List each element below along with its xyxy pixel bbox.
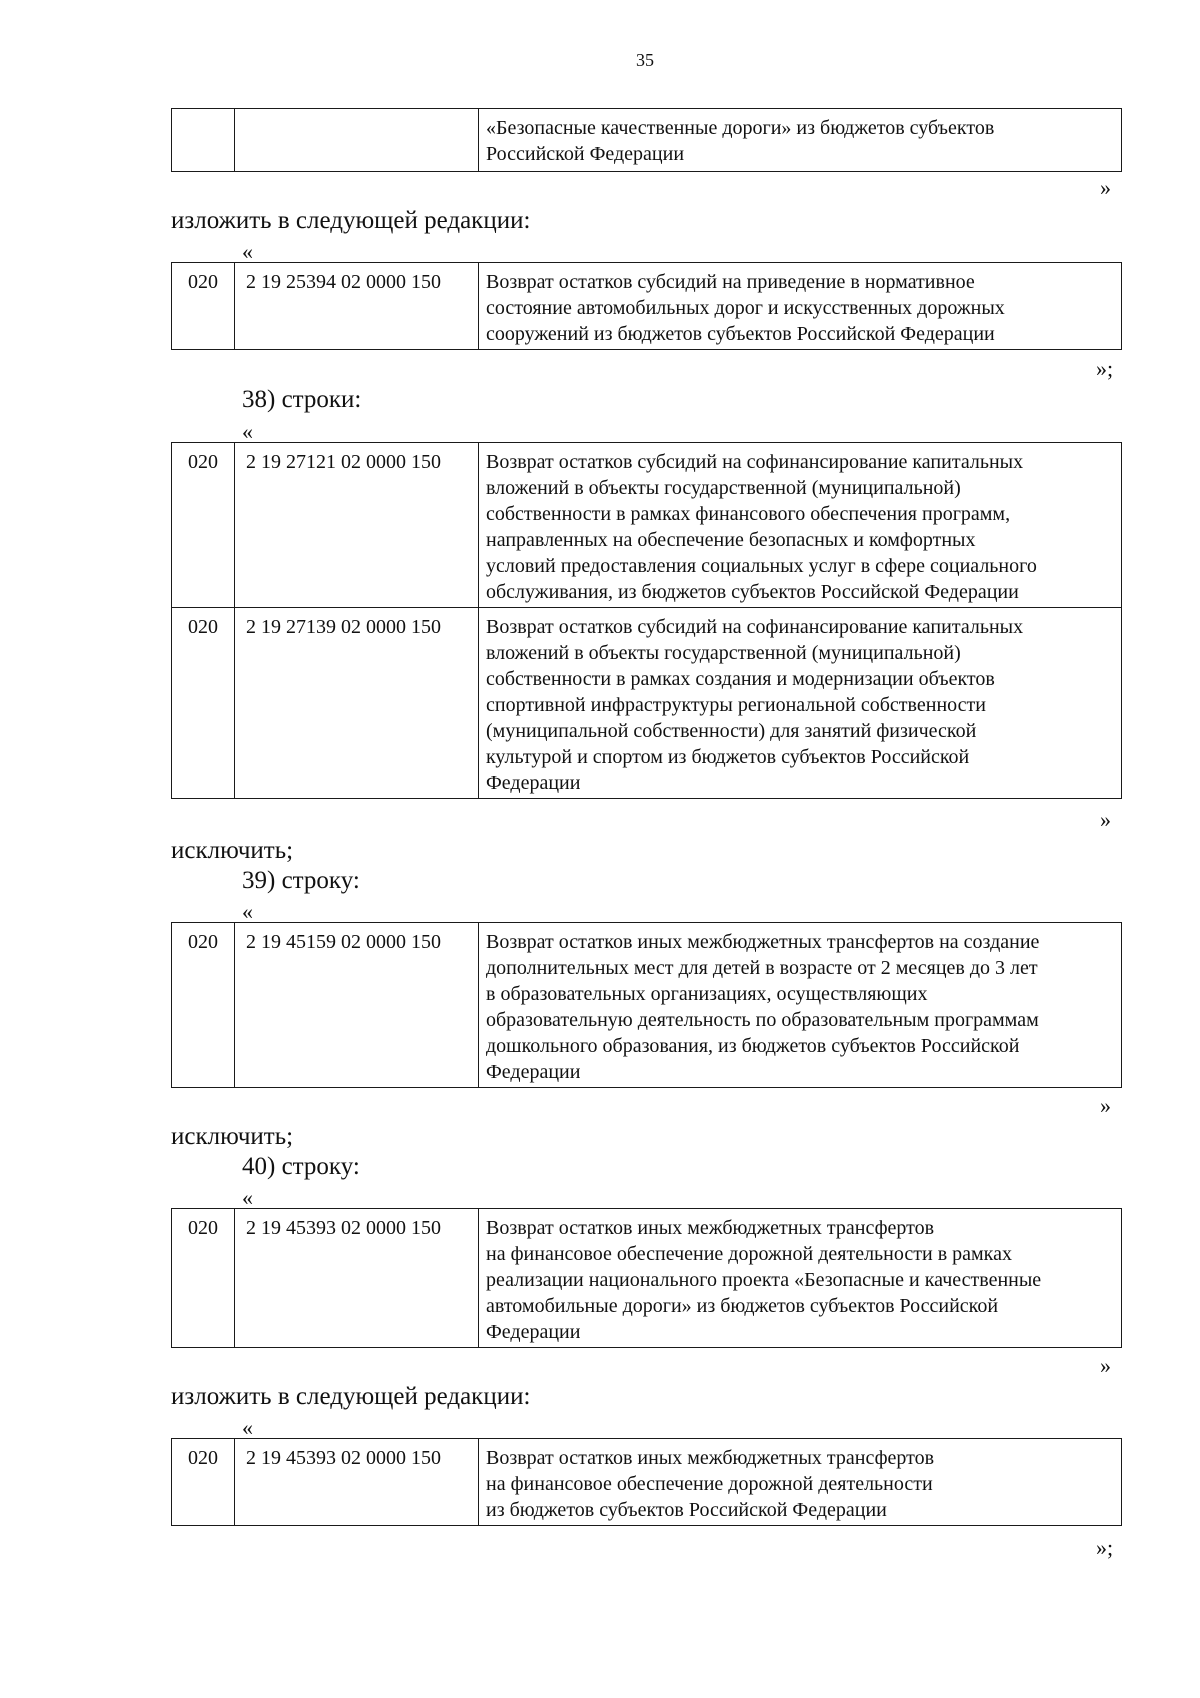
description-line: сооружений из бюджетов субъектов Российской Федерации	[486, 323, 995, 345]
description-line: собственности в рамках создания и модернизации объектов	[486, 668, 995, 690]
table-item-39	[171, 922, 1122, 1088]
description-line: Федерации	[486, 772, 581, 794]
description-line: Возврат остатков субсидий на софинансирование капитальных	[486, 616, 1024, 638]
description-line: спортивной инфраструктуры региональной собственности	[486, 694, 986, 716]
table-item-40-new-edition	[171, 1438, 1122, 1526]
instruction-redaction: изложить в следующей редакции:	[171, 207, 531, 234]
description-line: в образовательных организациях, осуществляющих	[486, 983, 928, 1005]
item-40-heading: 40) строку:	[242, 1153, 360, 1180]
item-39-heading: 39) строку:	[242, 867, 360, 894]
instruction-redaction: изложить в следующей редакции:	[171, 1383, 531, 1410]
cell-code-b: 2 19 45393 02 0000 150	[235, 1439, 479, 1526]
opening-quote: «	[242, 239, 253, 264]
description-line: культурой и спортом из бюджетов субъектов Российской	[486, 746, 970, 768]
description-line: (муниципальной собственности) для занятий физической	[486, 720, 977, 742]
description-line: Федерации	[486, 1321, 581, 1343]
description-line: из бюджетов субъектов Российской Федерации	[486, 1499, 887, 1521]
opening-quote: «	[242, 1415, 253, 1440]
table-row	[172, 1439, 1122, 1526]
description-line: Возврат остатков субсидий на софинансирование капитальных	[486, 451, 1024, 473]
closing-quote: »	[1100, 175, 1111, 200]
cell-description	[479, 923, 1122, 1088]
cell-code-a: 020	[172, 443, 235, 608]
cell-code-a: 020	[172, 263, 235, 350]
description-line: собственности в рамках финансового обеспечения программ,	[486, 503, 1011, 525]
closing-quote: »;	[1096, 356, 1114, 381]
description-line: на финансовое обеспечение дорожной деятельности в рамках	[486, 1243, 1012, 1265]
item-38-heading: 38) строки:	[242, 386, 362, 413]
instruction-exclude: исключить;	[171, 837, 294, 864]
table-item-40	[171, 1208, 1122, 1348]
cell-code-a: 020	[172, 923, 235, 1088]
cell-code-b: 2 19 25394 02 0000 150	[235, 263, 479, 350]
cell-description	[479, 109, 1122, 172]
cell-code-b: 2 19 27139 02 0000 150	[235, 608, 479, 799]
cell-code-a: 020	[172, 1209, 235, 1348]
description-line: «Безопасные качественные дороги» из бюджетов субъектов	[486, 117, 995, 139]
description-line: состояние автомобильных дорог и искусственных дорожных	[486, 297, 1005, 319]
description-line: Возврат остатков субсидий на приведение в нормативное	[486, 271, 975, 293]
description-line: дошкольного образования, из бюджетов субъектов Российской	[486, 1035, 1020, 1057]
closing-quote: »	[1100, 1353, 1111, 1378]
table-row	[172, 443, 1122, 608]
cell-description	[479, 443, 1122, 608]
closing-quote: »	[1100, 807, 1111, 832]
cell-description	[479, 1209, 1122, 1348]
closing-quote: »	[1100, 1093, 1111, 1118]
opening-quote: «	[242, 419, 253, 444]
table-top-fragment	[171, 108, 1122, 172]
table-new-edition-25394	[171, 262, 1122, 350]
description-line: вложений в объекты государственной (муниципальной)	[486, 642, 961, 664]
page-number: 35	[636, 50, 654, 70]
description-line: Возврат остатков иных межбюджетных трансфертов на создание	[486, 931, 1040, 953]
cell-code-b: 2 19 45393 02 0000 150	[235, 1209, 479, 1348]
description-line: направленных на обеспечение безопасных и комфортных	[486, 529, 976, 551]
description-line: автомобильные дороги» из бюджетов субъектов Российской	[486, 1295, 999, 1317]
table-row	[172, 1209, 1122, 1348]
opening-quote: «	[242, 1185, 253, 1210]
description-line: условий предоставления социальных услуг в сфере социального	[486, 555, 1037, 577]
description-line: Возврат остатков иных межбюджетных трансфертов	[486, 1447, 935, 1469]
opening-quote: «	[242, 899, 253, 924]
cell-description	[479, 263, 1122, 350]
cell-code-b: 2 19 27121 02 0000 150	[235, 443, 479, 608]
table-row	[172, 109, 1122, 172]
closing-quote: »;	[1096, 1535, 1114, 1560]
table-row	[172, 608, 1122, 799]
cell-description	[479, 1439, 1122, 1526]
cell-description	[479, 608, 1122, 799]
description-line: вложений в объекты государственной (муниципальной)	[486, 477, 961, 499]
description-line: образовательную деятельность по образовательным программам	[486, 1009, 1039, 1031]
description-line: Российской Федерации	[486, 143, 685, 165]
cell-code-b	[235, 109, 479, 172]
table-row	[172, 923, 1122, 1088]
description-line: обслуживания, из бюджетов субъектов Российской Федерации	[486, 581, 1019, 603]
description-line: реализации национального проекта «Безопасные и качественные	[486, 1269, 1042, 1291]
cell-code-a: 020	[172, 1439, 235, 1526]
cell-code-b: 2 19 45159 02 0000 150	[235, 923, 479, 1088]
cell-code-a	[172, 109, 235, 172]
description-line: дополнительных мест для детей в возрасте от 2 месяцев до 3 лет	[486, 957, 1038, 979]
table-row	[172, 263, 1122, 350]
description-line: Возврат остатков иных межбюджетных трансфертов	[486, 1217, 935, 1239]
cell-code-a: 020	[172, 608, 235, 799]
description-line: Федерации	[486, 1061, 581, 1083]
instruction-exclude: исключить;	[171, 1123, 294, 1150]
description-line: на финансовое обеспечение дорожной деятельности	[486, 1473, 933, 1495]
table-item-38	[171, 442, 1122, 799]
